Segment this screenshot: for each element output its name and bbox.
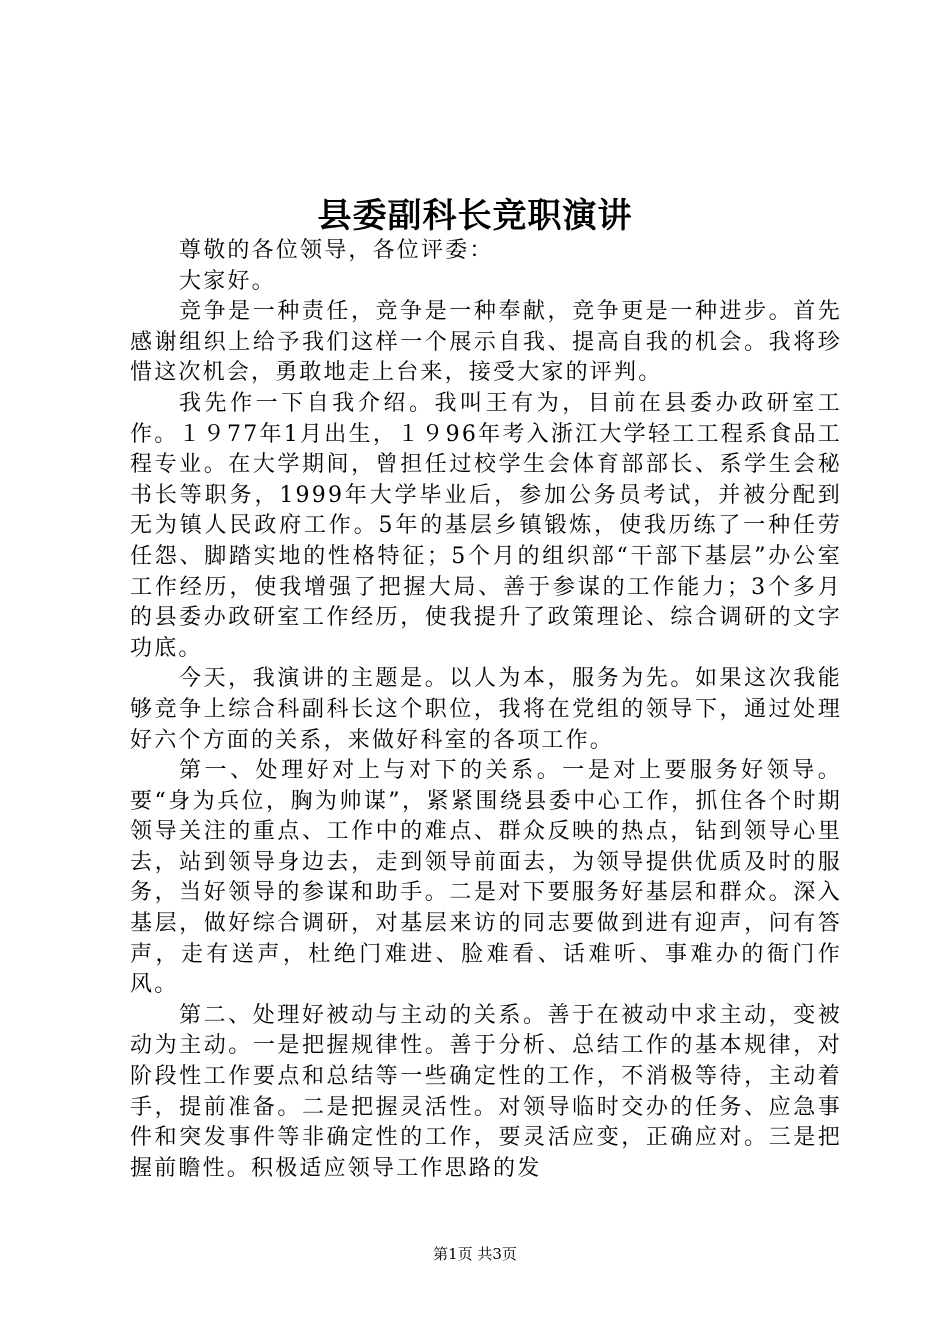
page-number-footer: 第1页 共3页	[433, 1245, 517, 1263]
theme-paragraph: 今天，我演讲的主题是。以人为本，服务为先。如果这次我能够竞争上综合科副科长这个职位，我将在党组的领导下，通过处理好六个方面的关系，来做好科室的各项工作。	[130, 666, 842, 753]
salutation-paragraph: 尊敬的各位领导，各位评委：	[179, 238, 494, 263]
point-two-paragraph: 第二、处理好被动与主动的关系。善于在被动中求主动，变被动为主动。一是把握规律性。善于分析、总结工作的基本规律，对阶段性工作要点和总结等一些确定性的工作，不消极等待，主动着手，提前准备。二是把握灵活性。对领导临时交办的任务、应急事件和突发事件等非确定性的工作，要灵活应变，正确应对。三是把握前瞻性。积极适应领导工作思路的发	[130, 1002, 842, 1181]
self-introduction-paragraph: 我先作一下自我介绍。我叫王有为，目前在县委办政研室工作。１９77年1月出生，１９96年考入浙江大学轻工工程系食品工程专业。在大学期间，曾担任过校学生会体育部部长、系学生会秘书长等职务，1999年大学毕业后，参加公务员考试，并被分配到无为镇人民政府工作。5年的基层乡镇锻炼，使我历练了一种任劳任怨、脚踏实地的性格特征；5个月的组织部“干部下基层”办公室工作经历，使我增强了把握大局、善于参谋的工作能力；3个多月的县委办政研室工作经历，使我提升了政策理论、综合调研的文字功底。	[130, 390, 842, 661]
opening-paragraph: 竞争是一种责任，竞争是一种奉献，竞争更是一种进步。首先感谢组织上给予我们这样一个展示自我、提高自我的机会。我将珍惜这次机会，勇敢地走上台来，接受大家的评判。	[130, 299, 842, 386]
document-title: 县委副科长竞职演讲	[317, 196, 633, 236]
document-body	[130, 236, 842, 1184]
point-one-paragraph: 第一、处理好对上与对下的关系。一是对上要服务好领导。要“身为兵位，胸为帅谋”，紧紧围绕县委中心工作，抓住各个时期领导关注的重点、工作中的难点、群众反映的热点，钻到领导心里去，站到领导身边去，走到领导前面去，为领导提供优质及时的服务，当好领导的参谋和助手。二是对下要服务好基层和群众。深入基层，做好综合调研，对基层来访的同志要做到进有迎声，问有答声，走有送声，杜绝门难进、脸难看、话难听、事难办的衙门作风。	[130, 758, 842, 998]
greeting-paragraph: 大家好。	[179, 268, 276, 294]
